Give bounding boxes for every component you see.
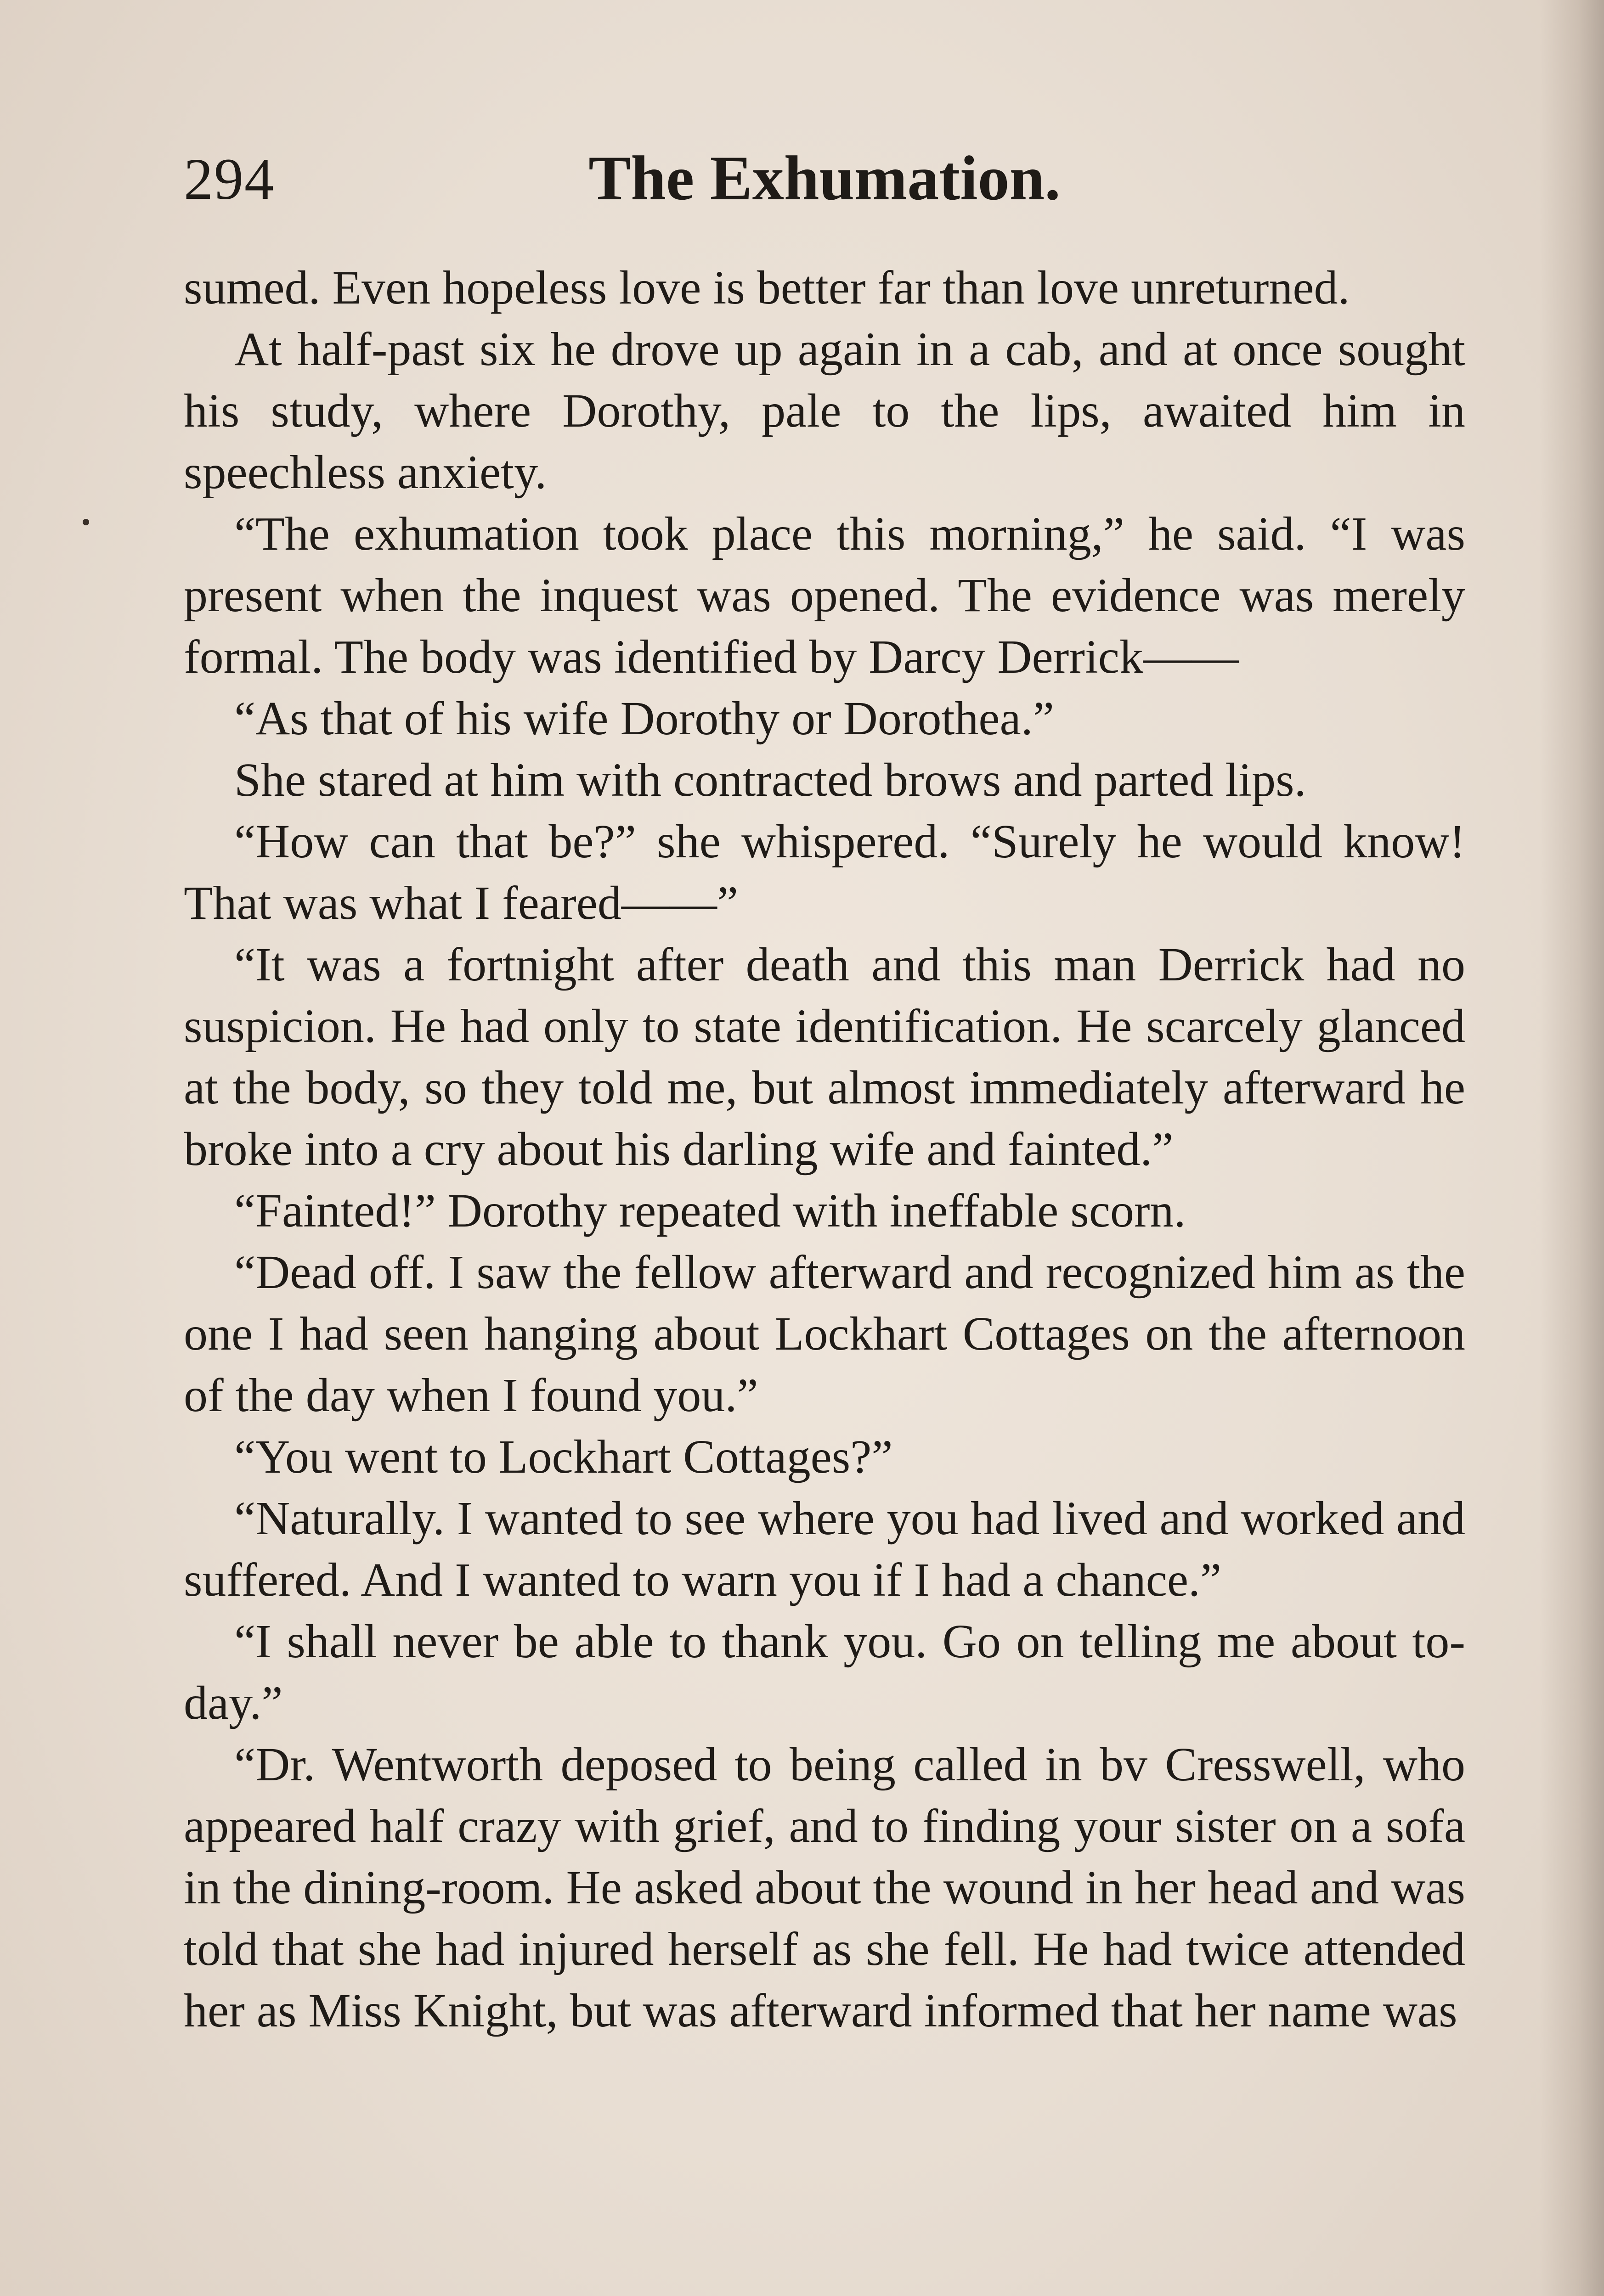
page-number: 294 (184, 146, 275, 212)
paragraph: “Dead off. I saw the fellow afterward and recognized him as the one I had seen hanging about Lockhart Cottages on the afternoon of the day when I found you.” (184, 1246, 1465, 1422)
body-text (184, 257, 1465, 2042)
ink-speck (83, 519, 89, 525)
paragraph: “You went to Lockhart Cottages?” (234, 1430, 893, 1483)
running-head: The Exhumation. (588, 143, 1061, 213)
paragraph: “I shall never be able to thank you. Go on telling me about to-day.” (184, 1615, 1465, 1729)
paragraph: “How can that be?” she whispered. “Surely he would know! That was what I feared——” (184, 815, 1465, 929)
paragraph: sumed. Even hopeless love is better far than love unreturned. (184, 261, 1350, 314)
paragraph: “It was a fortnight after death and this man Derrick had no suspicion. He had only to state identification. He scarcely glanced at the body, so they told me, but almost immediately afterward he broke into a cry about his darling wife and fainted.” (184, 938, 1465, 1176)
paragraph: “Naturally. I wanted to see where you had lived and worked and suffered. And I wanted to warn you if I had a chance.” (184, 1492, 1465, 1606)
page-header (184, 138, 1465, 220)
paragraph: At half-past six he drove up again in a cab, and at once sought his study, where Dorothy, pale to the lips, awaited him in speechless anxiety. (184, 323, 1465, 499)
paragraph: “Fainted!” Dorothy repeated with ineffable scorn. (234, 1184, 1186, 1237)
paragraph: She stared at him with contracted brows and parted lips. (234, 754, 1306, 806)
paragraph: “As that of his wife Dorothy or Dorothea.” (234, 692, 1054, 745)
page-edge-shadow (1540, 0, 1604, 2296)
paragraph: “Dr. Wentworth deposed to being called in bv Cresswell, who appeared half crazy with grief, and to finding your sister on a sofa in the dining-room. He asked about the wound in her head and was told that she had injured herself as she fell. He had twice attended her as Miss Knight, but was afterward informed that her name was (184, 1738, 1465, 2037)
paragraph: “The exhumation took place this morning,” he said. “I was present when the inquest was opened. The evidence was merely formal. The body was identified by Darcy Derrick—— (184, 507, 1465, 683)
